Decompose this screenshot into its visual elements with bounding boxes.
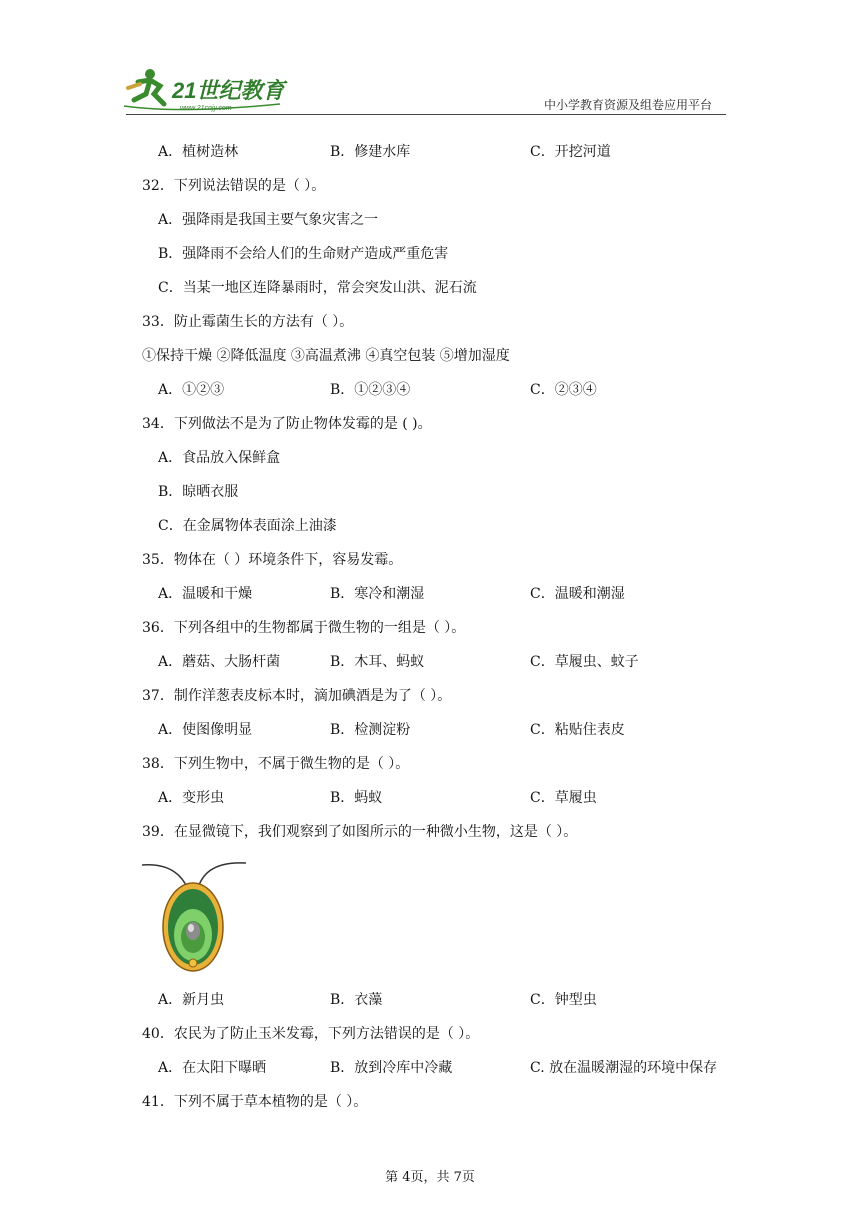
option-c: C．开挖河道	[530, 144, 611, 160]
option-c: C．粘贴住表皮	[530, 722, 625, 738]
option-a: A．变形虫	[158, 790, 225, 806]
option-c: C. 放在温暖潮湿的环境中保存	[530, 1060, 718, 1076]
option-a: A．使图像明显	[158, 722, 253, 738]
option-b: B．寒冷和潮湿	[330, 586, 425, 602]
page-footer: 第 4页，共 7页	[385, 1170, 475, 1185]
option-c: C．②③④	[530, 382, 597, 398]
question-text: 35．物体在（ ）环境条件下，容易发霉。	[142, 552, 403, 568]
header-divider	[126, 114, 726, 115]
option-line: C．在金属物体表面涂上油漆	[158, 518, 337, 534]
question-text: 34．下列做法不是为了防止物体发霉的是 ( )。	[142, 416, 432, 432]
option-a: A．温暖和干燥	[158, 586, 253, 602]
option-b: B．修建水库	[330, 144, 411, 160]
option-c: C．草履虫	[530, 790, 597, 806]
option-a: A．植树造林	[158, 144, 239, 160]
question-text: 41．下列不属于草本植物的是（ ）。	[142, 1094, 368, 1110]
option-b: B．检测淀粉	[330, 722, 411, 738]
svg-text:www.21cnjy.com: www.21cnjy.com	[180, 105, 232, 112]
option-a: A．蘑菇、大肠杆菌	[158, 654, 281, 670]
question-text: 39．在显微镜下，我们观察到了如图所示的一种微小生物，这是（ ）。	[142, 824, 578, 840]
option-b: B．木耳、蚂蚁	[330, 654, 425, 670]
question-text: 37．制作洋葱表皮标本时，滴加碘酒是为了（ ）。	[142, 688, 452, 704]
question-text: ①保持干燥 ②降低温度 ③高温煮沸 ④真空包装 ⑤增加湿度	[142, 348, 510, 364]
svg-text:21世纪教育: 21世纪教育	[172, 78, 285, 103]
chlamydomonas-figure	[140, 855, 250, 975]
option-a: A．在太阳下曝晒	[158, 1060, 267, 1076]
question-text: 32．下列说法错误的是（ ）。	[142, 178, 326, 194]
question-text: 36．下列各组中的生物都属于微生物的一组是（ ）。	[142, 620, 466, 636]
option-a: A．新月虫	[158, 992, 225, 1008]
option-line: A．强降雨是我国主要气象灾害之一	[158, 212, 379, 228]
option-line: A．食品放入保鲜盒	[158, 450, 281, 466]
question-text: 40．农民为了防止玉米发霉，下列方法错误的是（ ）。	[142, 1026, 480, 1042]
page-header	[0, 0, 860, 120]
option-a: A．①②③	[158, 382, 225, 398]
option-b: B．蚂蚁	[330, 790, 383, 806]
option-b: B．①②③④	[330, 382, 411, 398]
question-text: 33．防止霉菌生长的方法有（ ）。	[142, 314, 354, 330]
platform-name: 中小学教育资源及组卷应用平台	[544, 98, 713, 112]
option-line: B．晾晒衣服	[158, 484, 239, 500]
option-b: B．放到冷库中冷藏	[330, 1060, 453, 1076]
question-text: 38．下列生物中，不属于微生物的是（ ）。	[142, 756, 410, 772]
option-c: C．钟型虫	[530, 992, 597, 1008]
option-line: C．当某一地区连降暴雨时，常会突发山洪、泥石流	[158, 280, 477, 296]
option-line: B．强降雨不会给人们的生命财产造成严重危害	[158, 246, 449, 262]
option-c: C．温暖和潮湿	[530, 586, 625, 602]
option-b: B．衣藻	[330, 992, 383, 1008]
logo-icon	[120, 66, 290, 114]
option-c: C．草履虫、蚊子	[530, 654, 639, 670]
